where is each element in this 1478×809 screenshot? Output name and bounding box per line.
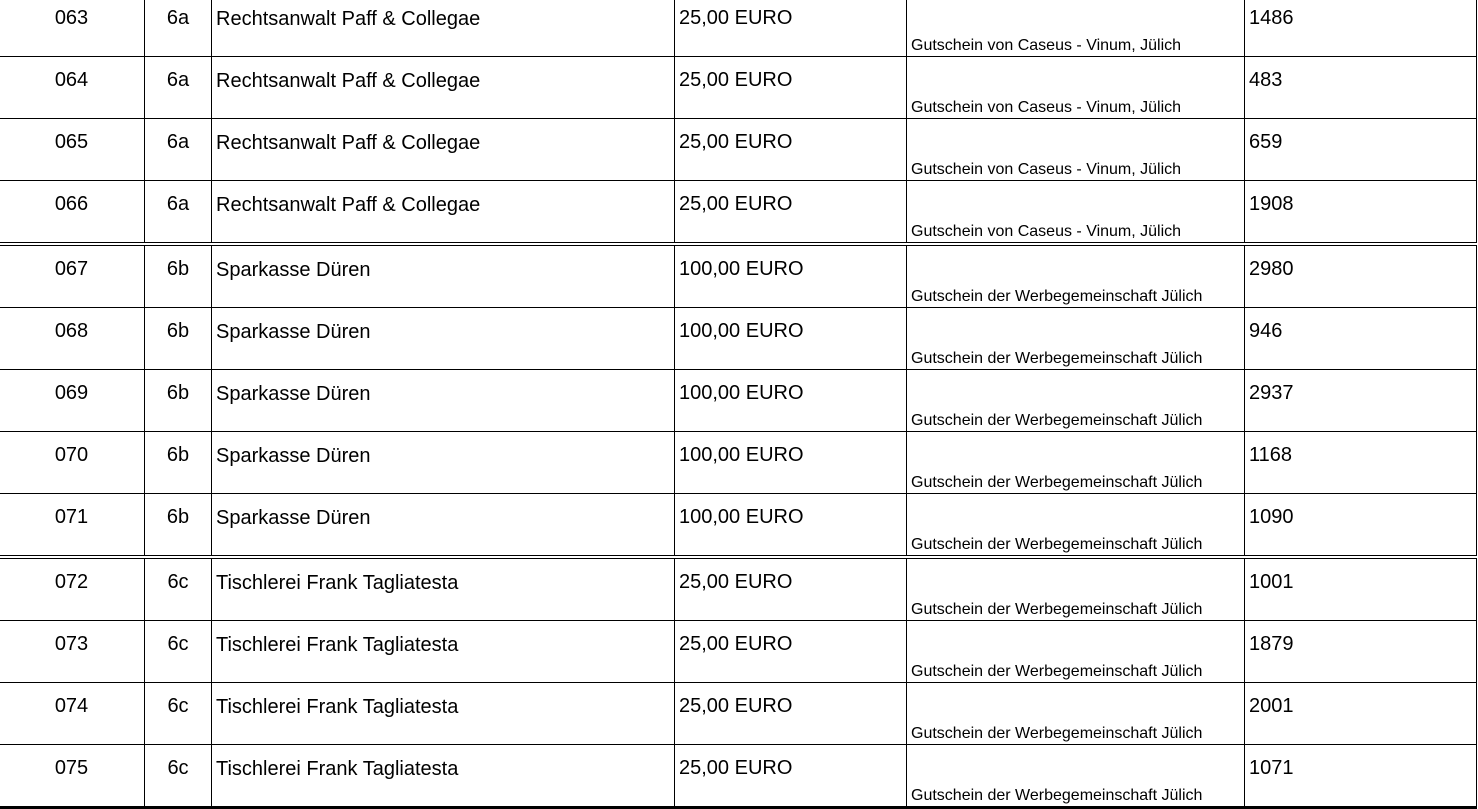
amount-cell: 25,00 EURO [675,557,907,621]
table-row [0,181,1477,245]
row-number: 066 [0,181,145,245]
class-cell: 6a [145,181,212,245]
sponsor-cell: Rechtsanwalt Paff & Collegae [212,181,675,245]
table-row [0,308,1477,370]
class-cell: 6b [145,370,212,432]
class-cell: 6c [145,745,212,808]
ticket-number-cell: 1486 [1245,0,1477,57]
sponsor-cell: Sparkasse Düren [212,432,675,494]
prize-cell: Gutschein von Caseus - Vinum, Jülich [907,57,1245,119]
table-row [0,621,1477,683]
amount-cell: 100,00 EURO [675,308,907,370]
table-row [0,0,1477,57]
prize-cell: Gutschein der Werbegemeinschaft Jülich [907,557,1245,621]
ticket-number-cell: 2001 [1245,683,1477,745]
amount-cell: 25,00 EURO [675,683,907,745]
row-number: 073 [0,621,145,683]
class-cell: 6c [145,557,212,621]
row-number: 067 [0,244,145,308]
row-number: 071 [0,494,145,558]
ticket-number-cell: 1001 [1245,557,1477,621]
prize-cell: Gutschein von Caseus - Vinum, Jülich [907,0,1245,57]
prize-cell: Gutschein der Werbegemeinschaft Jülich [907,432,1245,494]
table-row [0,57,1477,119]
sponsor-cell: Rechtsanwalt Paff & Collegae [212,57,675,119]
row-number: 069 [0,370,145,432]
amount-cell: 25,00 EURO [675,745,907,808]
ticket-number-cell: 659 [1245,119,1477,181]
sponsor-cell: Rechtsanwalt Paff & Collegae [212,119,675,181]
amount-cell: 25,00 EURO [675,181,907,245]
class-cell: 6b [145,432,212,494]
row-number: 065 [0,119,145,181]
sponsor-cell: Rechtsanwalt Paff & Collegae [212,0,675,57]
prize-cell: Gutschein der Werbegemeinschaft Jülich [907,244,1245,308]
sponsor-cell: Sparkasse Düren [212,370,675,432]
row-number: 063 [0,0,145,57]
ticket-number-cell: 1168 [1245,432,1477,494]
row-number: 064 [0,57,145,119]
prize-cell: Gutschein von Caseus - Vinum, Jülich [907,119,1245,181]
prize-cell: Gutschein der Werbegemeinschaft Jülich [907,683,1245,745]
row-number: 074 [0,683,145,745]
sponsor-cell: Tischlerei Frank Tagliatesta [212,621,675,683]
prize-cell: Gutschein von Caseus - Vinum, Jülich [907,181,1245,245]
prize-cell: Gutschein der Werbegemeinschaft Jülich [907,370,1245,432]
amount-cell: 100,00 EURO [675,432,907,494]
row-number: 068 [0,308,145,370]
ticket-number-cell: 1908 [1245,181,1477,245]
sponsor-cell: Sparkasse Düren [212,244,675,308]
row-number: 070 [0,432,145,494]
row-number: 075 [0,745,145,808]
ticket-number-cell: 1879 [1245,621,1477,683]
ticket-number-cell: 2937 [1245,370,1477,432]
row-number: 072 [0,557,145,621]
class-cell: 6b [145,308,212,370]
table-row [0,370,1477,432]
ticket-number-cell: 483 [1245,57,1477,119]
table-row [0,119,1477,181]
class-cell: 6a [145,57,212,119]
prize-cell: Gutschein der Werbegemeinschaft Jülich [907,308,1245,370]
sponsor-cell: Tischlerei Frank Tagliatesta [212,557,675,621]
class-cell: 6a [145,0,212,57]
class-cell: 6c [145,621,212,683]
class-cell: 6b [145,494,212,558]
table-row [0,244,1477,308]
table-row [0,432,1477,494]
amount-cell: 25,00 EURO [675,57,907,119]
table-row [0,557,1477,621]
ticket-number-cell: 1090 [1245,494,1477,558]
ticket-number-cell: 946 [1245,308,1477,370]
amount-cell: 25,00 EURO [675,0,907,57]
sponsor-cell: Sparkasse Düren [212,494,675,558]
table-row [0,745,1477,808]
amount-cell: 100,00 EURO [675,370,907,432]
class-cell: 6c [145,683,212,745]
prize-cell: Gutschein der Werbegemeinschaft Jülich [907,494,1245,558]
amount-cell: 25,00 EURO [675,621,907,683]
amount-cell: 100,00 EURO [675,244,907,308]
table-row [0,683,1477,745]
amount-cell: 100,00 EURO [675,494,907,558]
ticket-number-cell: 2980 [1245,244,1477,308]
sponsor-cell: Tischlerei Frank Tagliatesta [212,745,675,808]
prize-cell: Gutschein der Werbegemeinschaft Jülich [907,621,1245,683]
amount-cell: 25,00 EURO [675,119,907,181]
sponsor-cell: Tischlerei Frank Tagliatesta [212,683,675,745]
class-cell: 6b [145,244,212,308]
class-cell: 6a [145,119,212,181]
prize-cell: Gutschein der Werbegemeinschaft Jülich [907,745,1245,808]
sponsor-cell: Sparkasse Düren [212,308,675,370]
ticket-number-cell: 1071 [1245,745,1477,808]
table-row [0,494,1477,558]
